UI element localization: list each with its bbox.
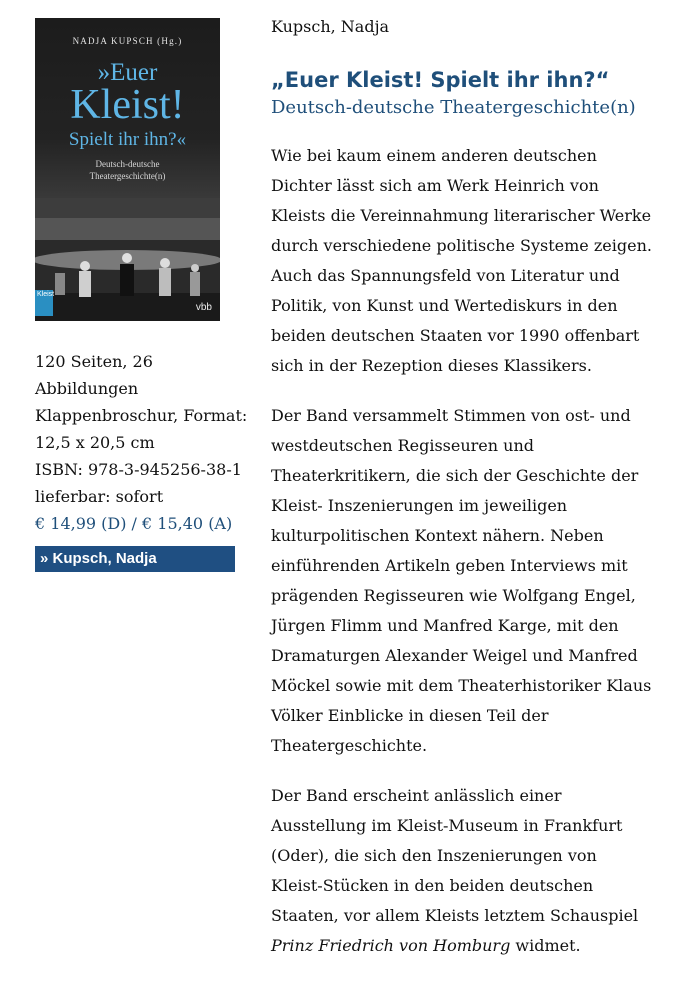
- cover-title-line1: »Euer: [97, 59, 158, 86]
- text-line: Kleist-Stücken in den beiden deutschen: [271, 876, 594, 895]
- text-line: Jürgen Flimm und Manfred Karge, mit den: [271, 616, 619, 635]
- text-line: Dichter lässt sich am Werk Heinrich von: [271, 176, 599, 195]
- text-line: Der Band versammelt Stimmen von ost- und: [271, 406, 631, 425]
- text-line: (Oder), die sich den Inszenierungen von: [271, 846, 597, 865]
- isbn: ISBN: 978-3-945256-38-1: [35, 460, 242, 479]
- cover-subtitle: [35, 158, 220, 182]
- text-line: Politik, von Kunst und Wertediskurs in den: [271, 296, 618, 315]
- text-line: durch verschiedene politische Systeme zeigen.: [271, 236, 652, 255]
- text-line: einführenden Artikeln geben Interviews mit: [271, 556, 628, 575]
- cover-stage-photo: [35, 198, 220, 321]
- cover-publisher-logo: vbb: [195, 302, 212, 313]
- text-line: Staaten, vor allem Kleists letztem Schauspiel: [271, 906, 639, 925]
- book-title: „Euer Kleist! Spielt ihr ihn?“: [271, 68, 610, 92]
- cover-title-line3: Spielt ihr ihn?«: [68, 129, 187, 150]
- text-line: Möckel sowie mit dem Theaterhistoriker Klaus: [271, 676, 652, 695]
- author-link-button[interactable]: » Kupsch, Nadja: [35, 546, 235, 572]
- pages-line1: 120 Seiten, 26: [35, 352, 153, 371]
- availability: lieferbar: sofort: [35, 487, 164, 506]
- text-line: kulturpolitischen Kontext nähern. Neben: [271, 526, 604, 545]
- text-line: beiden deutschen Staaten vor 1990 offenbart: [271, 326, 640, 345]
- format-line2: 12,5 x 20,5 cm: [35, 433, 155, 452]
- text-line: Theaterkritikern, die sich der Geschichte der: [271, 466, 639, 485]
- play-title: Prinz Friedrich von Homburg: [271, 936, 511, 955]
- text-line: Dramaturgen Alexander Weigel und Manfred: [271, 646, 638, 665]
- book-description: [271, 16, 661, 961]
- cover-series-badge: Kleist: [35, 290, 53, 316]
- paragraph-1: [271, 141, 661, 381]
- paragraph-2: [271, 401, 661, 761]
- author-name: Kupsch, Nadja: [271, 17, 390, 36]
- text-line: Wie bei kaum einem anderen deutschen: [271, 146, 597, 165]
- paragraph-3: [271, 781, 661, 961]
- text-line: Der Band erscheint anlässlich einer: [271, 786, 562, 805]
- book-cover: [35, 18, 220, 321]
- text-line: Theatergeschichte.: [271, 736, 428, 755]
- text-line: Völker Einblicke in diesen Teil der: [271, 706, 549, 725]
- cover-author: NADJA KUPSCH (Hg.): [72, 36, 183, 46]
- text-line-last: [271, 931, 661, 961]
- cover-subtitle-line1: Deutsch-deutsche: [95, 159, 160, 169]
- text-line: Kleists die Vereinnahmung literarischer Werke: [271, 206, 652, 225]
- text-line: westdeutschen Regisseuren und: [271, 436, 535, 455]
- cover-title-line2: Kleist!: [70, 82, 185, 128]
- format-line1: Klappenbroschur, Format:: [35, 406, 248, 425]
- text-line: Kleist- Inszenierungen im jeweiligen: [271, 496, 568, 515]
- price: € 14,99 (D) / € 15,40 (A): [35, 514, 233, 533]
- text-line: Auch das Spannungsfeld von Literatur und: [271, 266, 620, 285]
- pages-line2: Abbildungen: [35, 379, 139, 398]
- text-line-rest: widmet.: [510, 936, 581, 955]
- book-subtitle: Deutsch-deutsche Theatergeschichte(n): [271, 97, 636, 118]
- cover-subtitle-line2: Theatergeschichte(n): [89, 171, 166, 181]
- text-line: Ausstellung im Kleist-Museum in Frankfurt: [271, 816, 623, 835]
- text-line: prägenden Regisseuren wie Wolfgang Engel,: [271, 586, 636, 605]
- book-meta: [35, 348, 250, 537]
- text-line: sich in der Rezeption dieses Klassikers.: [271, 356, 592, 375]
